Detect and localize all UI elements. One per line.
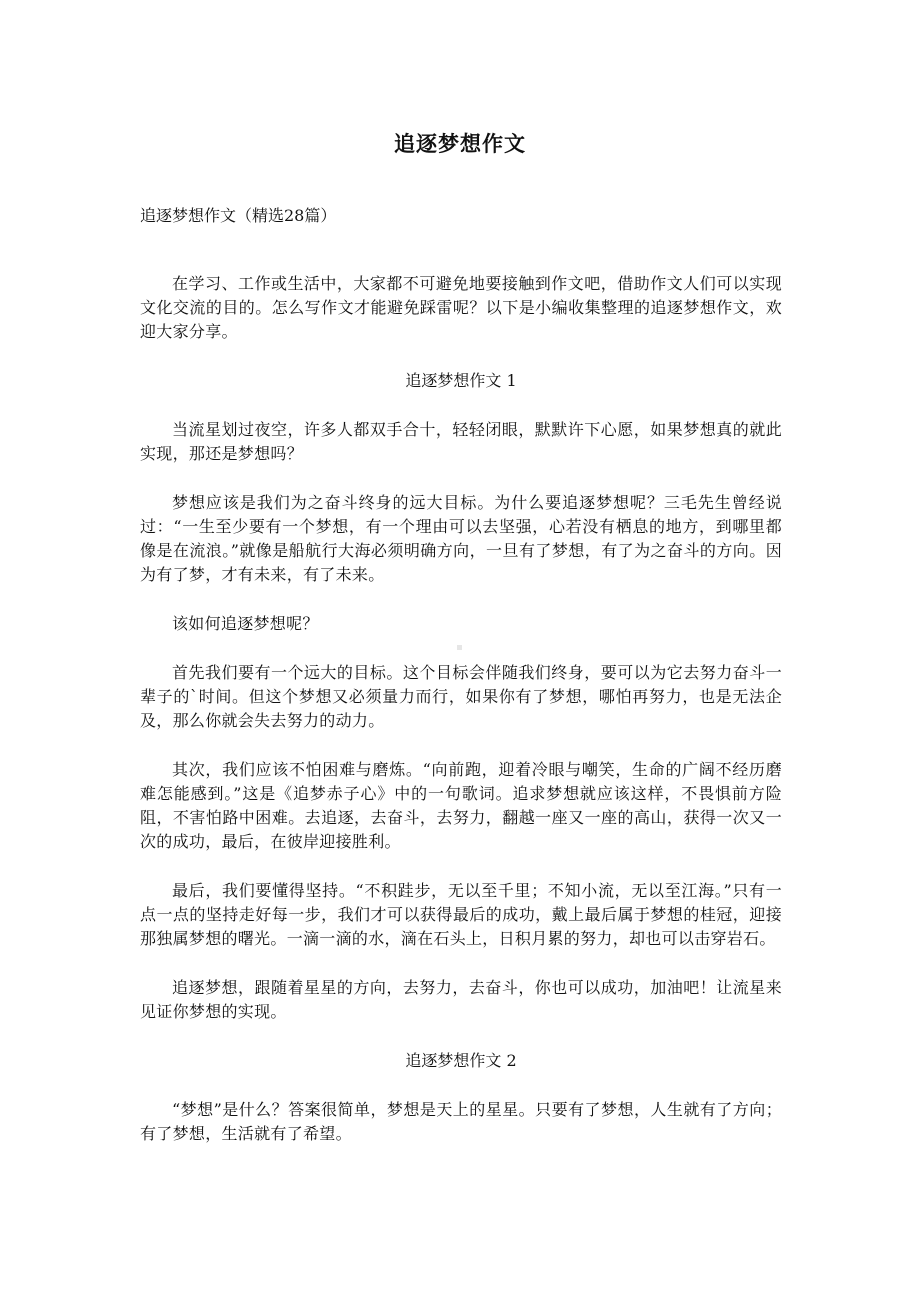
intro-paragraph: 在学习、工作或生活中，大家都不可避免地要接触到作文吧，借助作文人们可以实现文化交流的目的。怎么写作文才能避免踩雷呢？以下是小编收集整理的追逐梦想作文，欢迎大家分享。 [140, 274, 782, 341]
section-1-paragraph-6: 最后，我们要懂得坚持。“不积跬步，无以至千里；不知小流，无以至江海。”只有一点一点的坚持走好每一步，我们才可以获得最后的成功，戴上最后属于梦想的桂冠，迎接那独属梦想的曙光。一滴一滴的水，滴在石头上，日积月累的努力，却也可以击穿岩石。 [140, 881, 782, 948]
document-subtitle: 追逐梦想作文（精选28篇） [140, 206, 337, 225]
document-body [140, 272, 782, 1171]
section-1-paragraph-2: 梦想应该是我们为之奋斗终身的远大目标。为什么要追逐梦想呢？三毛先生曾经说过：“一生至少要有一个梦想，有一个理由可以去坚强，心若没有栖息的地方，到哪里都像是在流浪。”就像是船航行大海必须明确方向，一旦有了梦想，有了为之奋斗的方向。因为有了梦，才有未来，有了未来。 [140, 493, 782, 584]
section-1-paragraph-4: 首先我们要有一个远大的目标。这个目标会伴随我们终身，要可以为它去努力奋斗一辈子的`时间。但这个梦想又必须量力而行，如果你有了梦想，哪怕再努力，也是无法企及，那么你就会失去努力的动力。 [140, 663, 782, 730]
section-1-paragraph-7: 追逐梦想，跟随着星星的方向，去努力，去奋斗，你也可以成功，加油吧！让流星来见证你梦想的实现。 [140, 978, 782, 1021]
section-heading-1: 追逐梦想作文 1 [405, 371, 517, 390]
document-title: 追逐梦想作文 [394, 132, 526, 156]
section-1-paragraph-5: 其次，我们应该不怕困难与磨炼。“向前跑，迎着冷眼与嘲笑，生命的广阔不经历磨难怎能感到。”这是《追梦赤子心》中的一句歌词。追求梦想就应该这样，不畏惧前方险阻，不害怕路中困难。去追逐，去奋斗，去努力，翻越一座又一座的高山，获得一次又一次的成功，最后，在彼岸迎接胜利。 [140, 760, 782, 851]
section-heading-2: 追逐梦想作文 2 [405, 1051, 517, 1070]
section-1-paragraph-1: 当流星划过夜空，许多人都双手合十，轻轻闭眼，默默许下心愿，如果梦想真的就此实现，那还是梦想吗？ [140, 420, 782, 463]
section-2-paragraph-1: “梦想”是什么？答案很简单，梦想是天上的星星。只要有了梦想，人生就有了方向；有了梦想，生活就有了希望。 [140, 1100, 782, 1143]
section-1-paragraph-3: 该如何追逐梦想呢？ [172, 614, 319, 633]
